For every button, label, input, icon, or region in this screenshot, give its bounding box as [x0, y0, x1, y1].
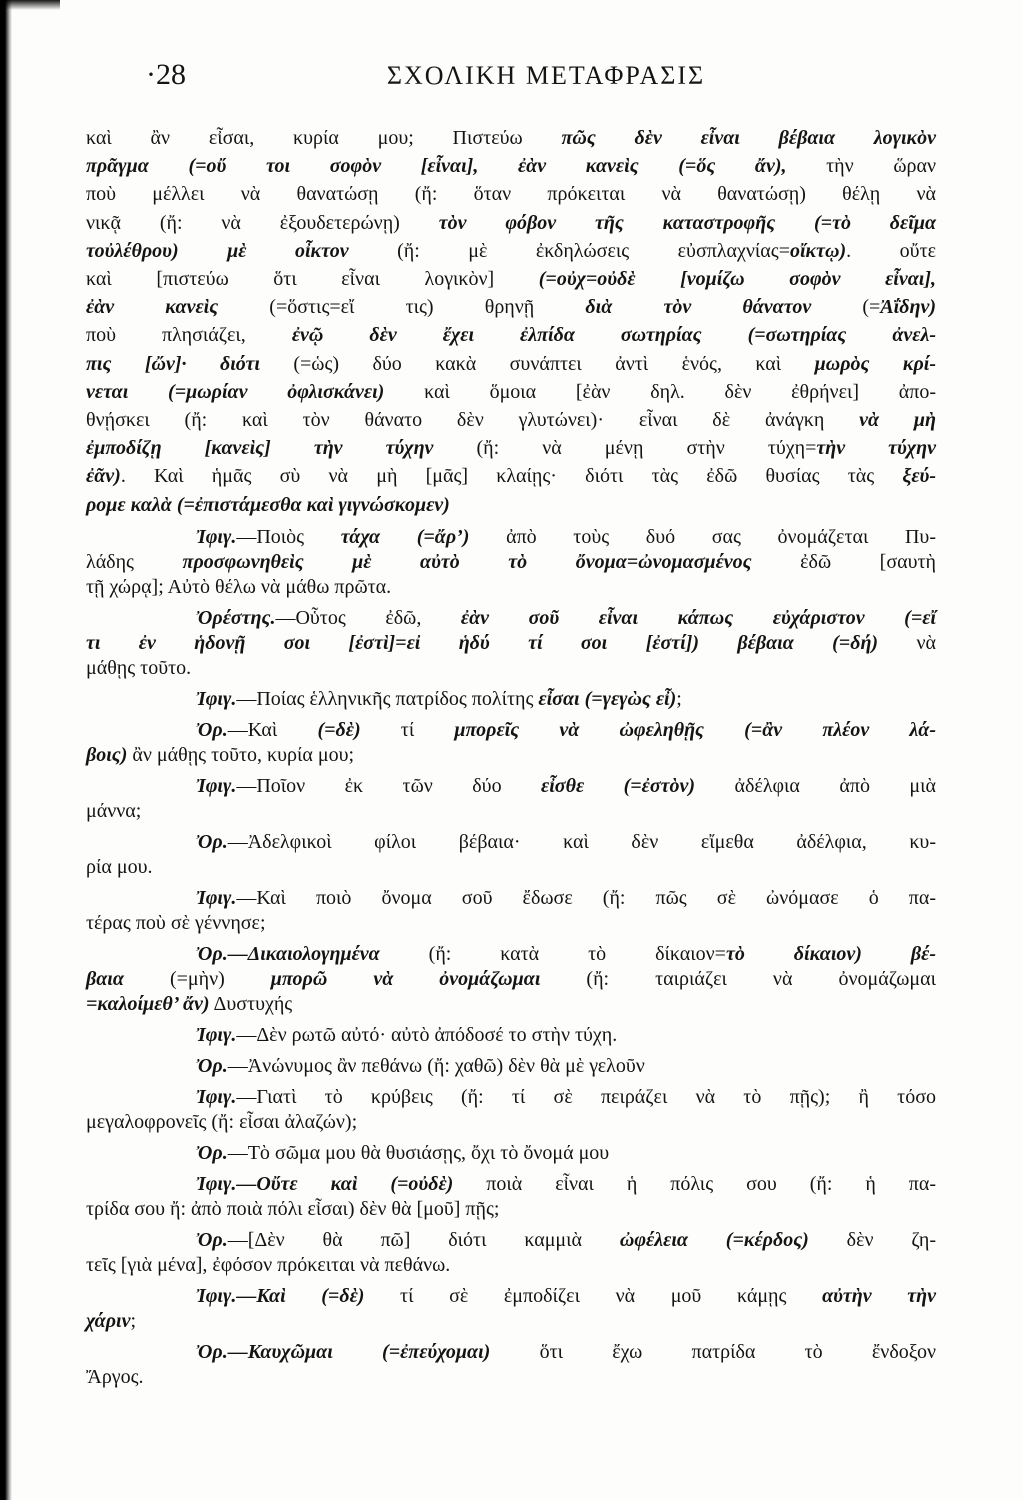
emphasized-text: τι ἐν ἡδονῇ σοι [ἐστὶ]=εἰ ἡδύ τί σοι [ἐστί]) βέβαια (=δή) — [86, 631, 879, 654]
text-line — [86, 1365, 936, 1390]
emphasized-text: Ἰφιγ.—Οὔτε καὶ (=οὐδὲ) — [196, 1172, 454, 1195]
emphasized-text: Ὀρ. — [196, 1141, 228, 1164]
text-line — [86, 1309, 936, 1334]
emphasized-text: =καλοίμεθ’ ἄν) — [86, 992, 210, 1015]
emphasized-text: πῶς δὲν εἶναι βέβαια λογικὸν — [561, 127, 937, 149]
emphasized-text: τὸν φόβον τῆς καταστροφῆς (=τὸ δεῖμα — [438, 211, 937, 234]
text-line — [86, 1054, 936, 1079]
plain-text: (=ὡς) δύο κακὰ συνάπτει ἀντὶ ἑνός, καὶ — [259, 352, 815, 375]
emphasized-text: εἶσαι (=γεγὼς εἶ) — [538, 687, 677, 710]
plain-text: τρίδα σου ἤ: ἀπὸ ποιὰ πόλι εἶσαι) δὲν θὰ [μοῦ] πῇς; — [86, 1197, 500, 1220]
dialogue-paragraph — [86, 1172, 936, 1222]
plain-text: ἂν μάθῃς τοῦτο, κυρία μου; — [127, 743, 355, 766]
plain-text: —Δὲν ρωτῶ αὐτό· αὐτὸ ἀπόδοσέ το στὴν τύχη. — [236, 1023, 618, 1046]
plain-text: ; — [130, 1309, 137, 1332]
dialogue-paragraph — [86, 1228, 936, 1278]
dialogue-paragraph — [86, 1141, 936, 1166]
emphasized-text: μωρὸς κρί- — [814, 352, 936, 375]
plain-text: καὶ [πιστεύω ὅτι εἶναι λογικὸν] — [86, 268, 539, 291]
plain-text: λάδης — [86, 550, 183, 573]
plain-text: τὴν ὥραν — [786, 155, 936, 178]
scan-top-corner — [0, 0, 60, 10]
emphasized-text: μπορῶ νὰ ὀνομάζωμαι — [270, 967, 541, 990]
plain-text: (=μὴν) — [123, 967, 271, 990]
emphasized-text: Ὀρ.—Δικαιολογημένα — [196, 942, 380, 965]
text-line — [86, 967, 936, 992]
emphasized-text: ἐμποδίζῃ [κανεὶς] τὴν τύχην — [86, 437, 434, 460]
plain-text: —Ποιὸς — [236, 525, 341, 548]
plain-text: —Ποῖον ἐκ τῶν δύο — [236, 774, 542, 797]
text-line — [86, 575, 936, 600]
plain-text: δὲν ζη- — [808, 1228, 937, 1251]
plain-text: ποὺ μέλλει νὰ θανατώσῃ (ἤ: ὅταν πρόκειται νὰ θανατώσῃ) θέλῃ νὰ — [86, 183, 936, 206]
emphasized-text: ρομε καλὰ (=ἐπιστάμεσθα καὶ γιγνώσκομεν) — [86, 493, 450, 516]
emphasized-text: Ἰφιγ.—Καὶ (=δὲ) — [196, 1284, 365, 1307]
emphasized-text: νεται (=μωρίαν ὀφλισκάνει) — [86, 380, 385, 403]
dialogue-paragraph — [86, 774, 936, 824]
text-line — [86, 1023, 936, 1048]
emphasized-text: Ἰφιγ. — [196, 1085, 237, 1108]
text-line — [86, 1340, 936, 1365]
text-line — [86, 656, 936, 681]
text-line — [86, 1172, 936, 1197]
text-line — [86, 718, 936, 743]
plain-text: —Οὗτος ἐδῶ, — [275, 606, 461, 629]
text-line — [86, 774, 936, 799]
text-line — [86, 1253, 936, 1278]
text-line — [86, 1085, 936, 1110]
plain-text: νὰ — [878, 631, 936, 654]
text-line — [86, 378, 936, 406]
emphasized-text: πις [ὤν]· διότι — [86, 352, 260, 375]
text-line — [86, 550, 936, 575]
running-title: ΣΧΟΛΙΚΗ ΜΕΤΑΦΡΑΣΙΣ — [386, 61, 706, 90]
plain-text: —Ἀδελφικοὶ φίλοι βέβαια· καὶ δὲν εἴμεθα ἀδέλφια, κυ- — [227, 830, 936, 853]
text-line — [86, 743, 936, 768]
plain-text: ἐδῶ [σαυτὴ — [751, 550, 936, 573]
emphasized-text: οἴκτῳ) — [790, 239, 847, 262]
dialogue-paragraph — [86, 942, 936, 1017]
emphasized-text: τοὐλέθρου) μὲ οἶκτον — [86, 239, 349, 262]
text-line — [86, 992, 936, 1017]
text-line — [86, 886, 936, 911]
emphasized-text: ἐὰν κανεὶς — [86, 296, 219, 319]
plain-text: τί σὲ ἐμποδίζει νὰ μοῦ κάμῃς — [364, 1284, 823, 1307]
text-line — [86, 406, 936, 434]
emphasized-text: προσφωνηθεὶς μὲ αὐτὸ τὸ ὄνομα=ὠνομασμένος — [182, 550, 752, 573]
emphasized-text: Ἰφιγ. — [196, 525, 237, 548]
emphasized-text: ὠφέλεια (=κέρδος) — [619, 1228, 809, 1251]
plain-text: —Καὶ ποιὸ ὄνομα σοῦ ἔδωσε (ἤ: πῶς σὲ ὠνόμασε ὁ πα- — [236, 886, 936, 909]
dialogue-paragraph — [86, 1340, 936, 1390]
text-line — [86, 350, 936, 378]
emphasized-text: εἶσθε (=ἐστὸν) — [541, 774, 696, 797]
plain-text: . οὔτε — [846, 239, 936, 262]
text-line — [86, 1110, 936, 1135]
text-line — [86, 462, 936, 490]
emphasized-text: Ἰφιγ. — [196, 886, 237, 909]
dialogue-paragraph — [86, 1085, 936, 1135]
text-line — [86, 855, 936, 880]
text-line — [86, 434, 936, 462]
emphasized-text: ἐνῷ δὲν ἔχει ἐλπίδα σωτηρίας (=σωτηρίας ἀνελ- — [291, 324, 936, 347]
dialogue-paragraph — [86, 606, 936, 681]
text-line — [86, 525, 936, 550]
plain-text: —Γιατὶ τὸ κρύβεις (ἤ: τί σὲ πειράζει νὰ τὸ πῇς); ἢ τόσο — [236, 1085, 936, 1108]
plain-text: —Ἀνώνυμος ἂν πεθάνω (ἤ: χαθῶ) δὲν θὰ μὲ γελοῦν — [227, 1054, 645, 1077]
text-line — [86, 942, 936, 967]
text-line — [86, 631, 936, 656]
text-line — [86, 1228, 936, 1253]
text-line — [86, 321, 936, 349]
emphasized-text: Ἰφιγ. — [196, 687, 237, 710]
text-line — [86, 209, 936, 237]
dialogue-paragraph — [86, 886, 936, 936]
text-line — [86, 799, 936, 824]
text-body — [86, 124, 936, 1390]
plain-text: —[Δὲν θὰ πῶ] διότι καμμιὰ — [227, 1228, 620, 1251]
page-number: ·28 — [146, 58, 186, 91]
plain-text: (ἤ: μὲ ἐκδηλώσεις εὐσπλαχνίας= — [348, 239, 790, 262]
plain-text: ποιὰ εἶναι ἡ πόλις σου (ἤ: ἡ πα- — [453, 1172, 936, 1195]
text-line — [86, 180, 936, 208]
plain-text: ρία μου. — [86, 855, 153, 878]
emphasized-text: νὰ μὴ — [859, 409, 936, 432]
emphasized-text: βοις) — [86, 743, 128, 766]
text-line — [86, 124, 936, 152]
plain-text: τῇ χώρᾳ]; Αὐτὸ θέλω νὰ μάθω πρῶτα. — [86, 575, 392, 598]
emphasized-text: Ἰφιγ. — [196, 774, 237, 797]
emphasized-text: ξεύ- — [902, 465, 936, 488]
plain-text: (=ὅστις=εἴ τις) θρηνῇ — [218, 296, 586, 319]
plain-text: καὶ ἂν εἶσαι, κυρία μου; Πιστεύω — [86, 127, 562, 149]
emphasized-text: μπορεῖς νὰ ὠφεληθῇς (=ἂν πλέον λά- — [454, 718, 936, 741]
emphasized-text: διὰ τὸν θάνατον — [585, 296, 812, 319]
plain-text: τί — [360, 718, 455, 741]
plain-text: —Καὶ — [227, 718, 318, 741]
emphasized-text: Ὀρ. — [196, 1054, 228, 1077]
text-line — [86, 687, 936, 712]
plain-text: (ἤ: κατὰ τὸ δίκαιον= — [379, 942, 726, 965]
emphasized-text: αὐτὴν τὴν — [822, 1284, 936, 1307]
plain-text: μάννα; — [86, 799, 142, 822]
text-line — [86, 491, 936, 519]
continued-paragraph — [86, 124, 936, 519]
scan-left-edge — [0, 0, 12, 1500]
plain-text: ὅτι ἔχω πατρίδα τὸ ἔνδοξον — [490, 1340, 936, 1363]
plain-text: ἀδέλφια ἀπὸ μιὰ — [695, 774, 936, 797]
dialogue-paragraph — [86, 1023, 936, 1048]
plain-text: (= — [811, 296, 881, 319]
emphasized-text: (=οὐχ=οὐδὲ [νομίζω σοφὸν εἶναι], — [538, 268, 936, 291]
plain-text: νικᾷ (ἤ: νὰ ἐξουδετερώνῃ) — [86, 211, 439, 234]
plain-text: (ἤ: νὰ μένῃ στὴν τύχη= — [433, 437, 817, 460]
emphasized-text: βαια — [86, 967, 124, 990]
dialogue-paragraph — [86, 830, 936, 880]
plain-text: μεγαλοφρονεῖς (ἤ: εἶσαι ἀλαζών); — [86, 1110, 358, 1133]
emphasized-text: τὴν τύχην — [816, 437, 936, 460]
emphasized-text: Ὀρέστης. — [196, 606, 276, 629]
emphasized-text: πρᾶγμα (=οὔ τοι σοφὸν [εἶναι], ἐὰν κανεὶς (=ὅς ἄν), — [86, 155, 787, 178]
emphasized-text: τὸ δίκαιον) βέ- — [725, 942, 936, 965]
plain-text: (ἤ: ταιριάζει νὰ ὀνομάζωμαι — [540, 967, 936, 990]
emphasized-text: χάριν — [86, 1309, 131, 1332]
plain-text: καὶ ὅμοια [ἐὰν δηλ. δὲν ἐθρήνει] ἀπο- — [384, 380, 936, 403]
plain-text: ποὺ πλησιάζει, — [86, 324, 292, 347]
plain-text: . Καὶ ἡμᾶς σὺ νὰ μὴ [μᾶς] κλαίῃς· διότι τὰς ἐδῶ θυσίας τὰς — [120, 465, 903, 488]
plain-text: —Τὸ σῶμα μου θὰ θυσιάσῃς, ὄχι τὸ ὄνομά μου — [227, 1141, 610, 1164]
text-line — [86, 830, 936, 855]
text-line — [86, 1284, 936, 1309]
emphasized-text: Ἀΐδην) — [880, 296, 936, 319]
text-line — [86, 606, 936, 631]
text-line — [86, 293, 936, 321]
plain-text: Δυστυχής — [209, 992, 293, 1015]
plain-text: —Ποίας ἑλληνικῆς πατρίδος πολίτης — [236, 687, 539, 710]
emphasized-text: ἐὰν σοῦ εἶναι κάπως εὐχάριστον (=εἴ — [460, 606, 936, 629]
emphasized-text: Ἰφιγ. — [196, 1023, 237, 1046]
plain-text: μάθῃς τοῦτο. — [86, 656, 192, 679]
dialogue-paragraph — [86, 1054, 936, 1079]
emphasized-text: Ὀρ. — [196, 1228, 228, 1251]
emphasized-text: Ὀρ.—Καυχῶμαι (=ἐπεύχομαι) — [196, 1340, 491, 1363]
dialogue-paragraph — [86, 525, 936, 600]
text-line — [86, 911, 936, 936]
plain-text: θνῄσκει (ἤ: καὶ τὸν θάνατο δὲν γλυτώνει)· εἶναι δὲ ἀνάγκη — [86, 409, 860, 432]
text-line — [86, 1141, 936, 1166]
plain-text: τεῖς [γιὰ μένα], ἐφόσον πρόκειται νὰ πεθάνω. — [86, 1253, 451, 1276]
plain-text: τέρας ποὺ σὲ γέννησε; — [86, 911, 266, 934]
emphasized-text: ἐᾶν) — [86, 465, 121, 488]
emphasized-text: Ὀρ. — [196, 830, 228, 853]
text-line — [86, 152, 936, 180]
emphasized-text: Ὀρ. — [196, 718, 228, 741]
text-line — [86, 1197, 936, 1222]
emphasized-text: (=δὲ) — [317, 718, 361, 741]
emphasized-text: τάχα (=ἄρ’) — [340, 525, 470, 548]
dialogue-paragraph — [86, 1284, 936, 1334]
plain-text: ἀπὸ τοὺς δυό σας ὀνομάζεται Πυ- — [469, 525, 936, 548]
dialogue-paragraph — [86, 687, 936, 712]
plain-text: ; — [676, 687, 682, 710]
text-line — [86, 265, 936, 293]
text-line — [86, 237, 936, 265]
dialogue-paragraph — [86, 718, 936, 768]
plain-text: Ἄργος. — [86, 1365, 144, 1388]
